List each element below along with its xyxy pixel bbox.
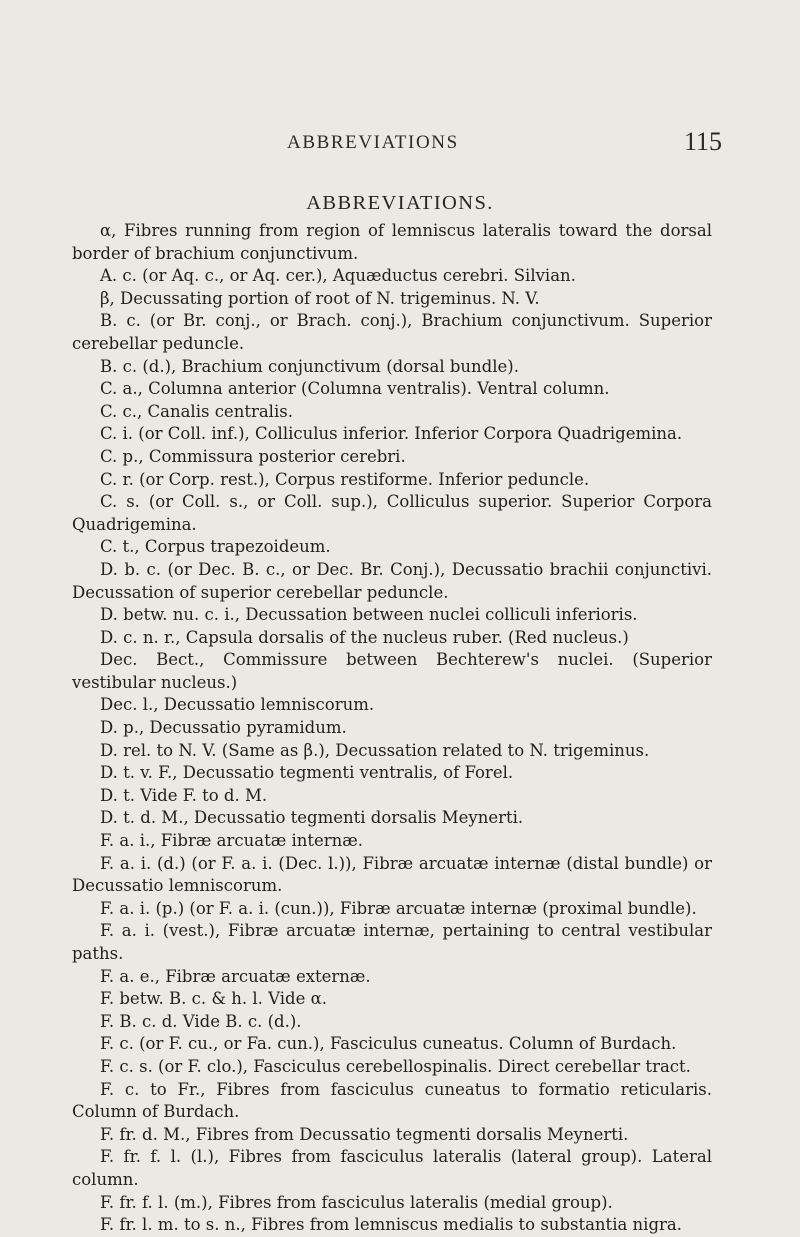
- abbreviation-entry: B. c. (or Br. conj., or Brach. conj.), Brachium conjunctivum. Superior cerebellar peduncle.: [72, 311, 712, 353]
- abbreviation-entry: D. c. n. r., Capsula dorsalis of the nucleus ruber. (Red nucleus.): [100, 627, 629, 647]
- abbreviation-entry: D. t. v. F., Decussatio tegmenti ventralis, of Forel.: [100, 763, 514, 783]
- abbreviation-entry: F. fr. l. m. to s. n., Fibres from lemniscus medialis to substantia nigra.: [100, 1215, 682, 1235]
- abbreviation-entry: C. i. (or Coll. inf.), Colliculus inferior. Inferior Corpora Quadrigemina.: [100, 424, 683, 444]
- page-number: 115: [684, 127, 723, 156]
- abbreviation-entry: A. c. (or Aq. c., or Aq. cer.), Aquæductus cerebri. Silvian.: [100, 266, 576, 286]
- abbreviation-entry: C. s. (or Coll. s., or Coll. sup.), Colliculus superior. Superior Corpora Quadrigemina.: [72, 492, 712, 534]
- abbreviation-entry: C. p., Commissura posterior cerebri.: [100, 446, 406, 466]
- abbreviation-entry: Dec. l., Decussatio lemniscorum.: [100, 695, 375, 715]
- abbreviation-list: [72, 220, 712, 1237]
- abbreviation-entry: F. a. e., Fibræ arcuatæ externæ.: [100, 966, 371, 986]
- running-head: [0, 128, 800, 158]
- abbreviation-entry: C. a., Columna anterior (Columna ventralis). Ventral column.: [100, 379, 610, 399]
- abbreviation-entry: F. fr. f. l. (l.), Fibres from fasciculus lateralis (lateral group). Lateral column.: [72, 1147, 712, 1189]
- abbreviation-entry: D. rel. to N. V. (Same as β.), Decussation related to N. trigeminus.: [100, 740, 650, 760]
- abbreviation-entry: β, Decussating portion of root of N. trigeminus. N. V.: [100, 288, 540, 308]
- abbreviation-entry: C. c., Canalis centralis.: [100, 401, 293, 421]
- abbreviation-entry: F. c. to Fr., Fibres from fasciculus cuneatus to formatio reticularis. Column of Burdach.: [72, 1079, 712, 1122]
- abbreviation-entry: F. fr. d. M., Fibres from Decussatio tegmenti dorsalis Meynerti.: [100, 1124, 629, 1144]
- abbreviation-entry: C. t., Corpus trapezoideum.: [100, 537, 331, 557]
- abbreviation-entry: C. r. (or Corp. rest.), Corpus restiforme. Inferior peduncle.: [100, 469, 590, 489]
- abbreviation-entry: F. B. c. d. Vide B. c. (d.).: [100, 1011, 302, 1031]
- abbreviation-entry: D. betw. nu. c. i., Decussation between nuclei colliculi inferioris.: [100, 605, 638, 625]
- abbreviation-entry: B. c. (d.), Brachium conjunctivum (dorsal bundle).: [100, 356, 519, 376]
- abbreviation-entry: F. a. i. (p.) (or F. a. i. (cun.)), Fibræ arcuatæ internæ (proximal bundle).: [100, 898, 697, 918]
- abbreviation-entry: D. t. d. M., Decussatio tegmenti dorsalis Meynerti.: [100, 808, 524, 828]
- section-heading: ABBREVIATIONS.: [306, 192, 494, 214]
- abbreviation-entry: F. a. i. (vest.), Fibræ arcuatæ internæ, pertaining to central vestibular paths.: [72, 921, 712, 963]
- abbreviation-entry: F. a. i., Fibræ arcuatæ internæ.: [100, 831, 364, 851]
- abbreviation-entry: F. a. i. (d.) (or F. a. i. (Dec. l.)), Fibræ arcuatæ internæ (distal bundle) or Decussatio lemniscorum.: [72, 853, 712, 896]
- abbreviation-entry: F. c. (or F. cu., or Fa. cun.), Fasciculus cuneatus. Column of Burdach.: [100, 1034, 677, 1054]
- abbreviation-entry: D. b. c. (or Dec. B. c., or Dec. Br. Conj.), Decussatio brachii conjunctivi. Decussation of superior cerebellar peduncle.: [72, 559, 712, 602]
- abbreviation-entry: Dec. Bect., Commissure between Bechterew's nuclei. (Superior vestibular nucleus.): [72, 650, 712, 692]
- abbreviation-entry: D. p., Decussatio pyramidum.: [100, 718, 347, 738]
- abbreviation-entry: F. fr. f. l. (m.), Fibres from fasciculus lateralis (medial group).: [100, 1192, 613, 1212]
- abbreviation-entry: α, Fibres running from region of lemniscus lateralis toward the dorsal border of brachium conjunctivum.: [72, 221, 712, 263]
- abbreviation-entry: D. t. Vide F. to d. M.: [100, 785, 268, 805]
- abbreviation-entry: F. betw. B. c. & h. l. Vide α.: [100, 989, 328, 1009]
- abbreviation-entry: F. c. s. (or F. clo.), Fasciculus cerebellospinalis. Direct cerebellar tract.: [100, 1056, 691, 1076]
- running-title: ABBREVIATIONS: [287, 132, 459, 153]
